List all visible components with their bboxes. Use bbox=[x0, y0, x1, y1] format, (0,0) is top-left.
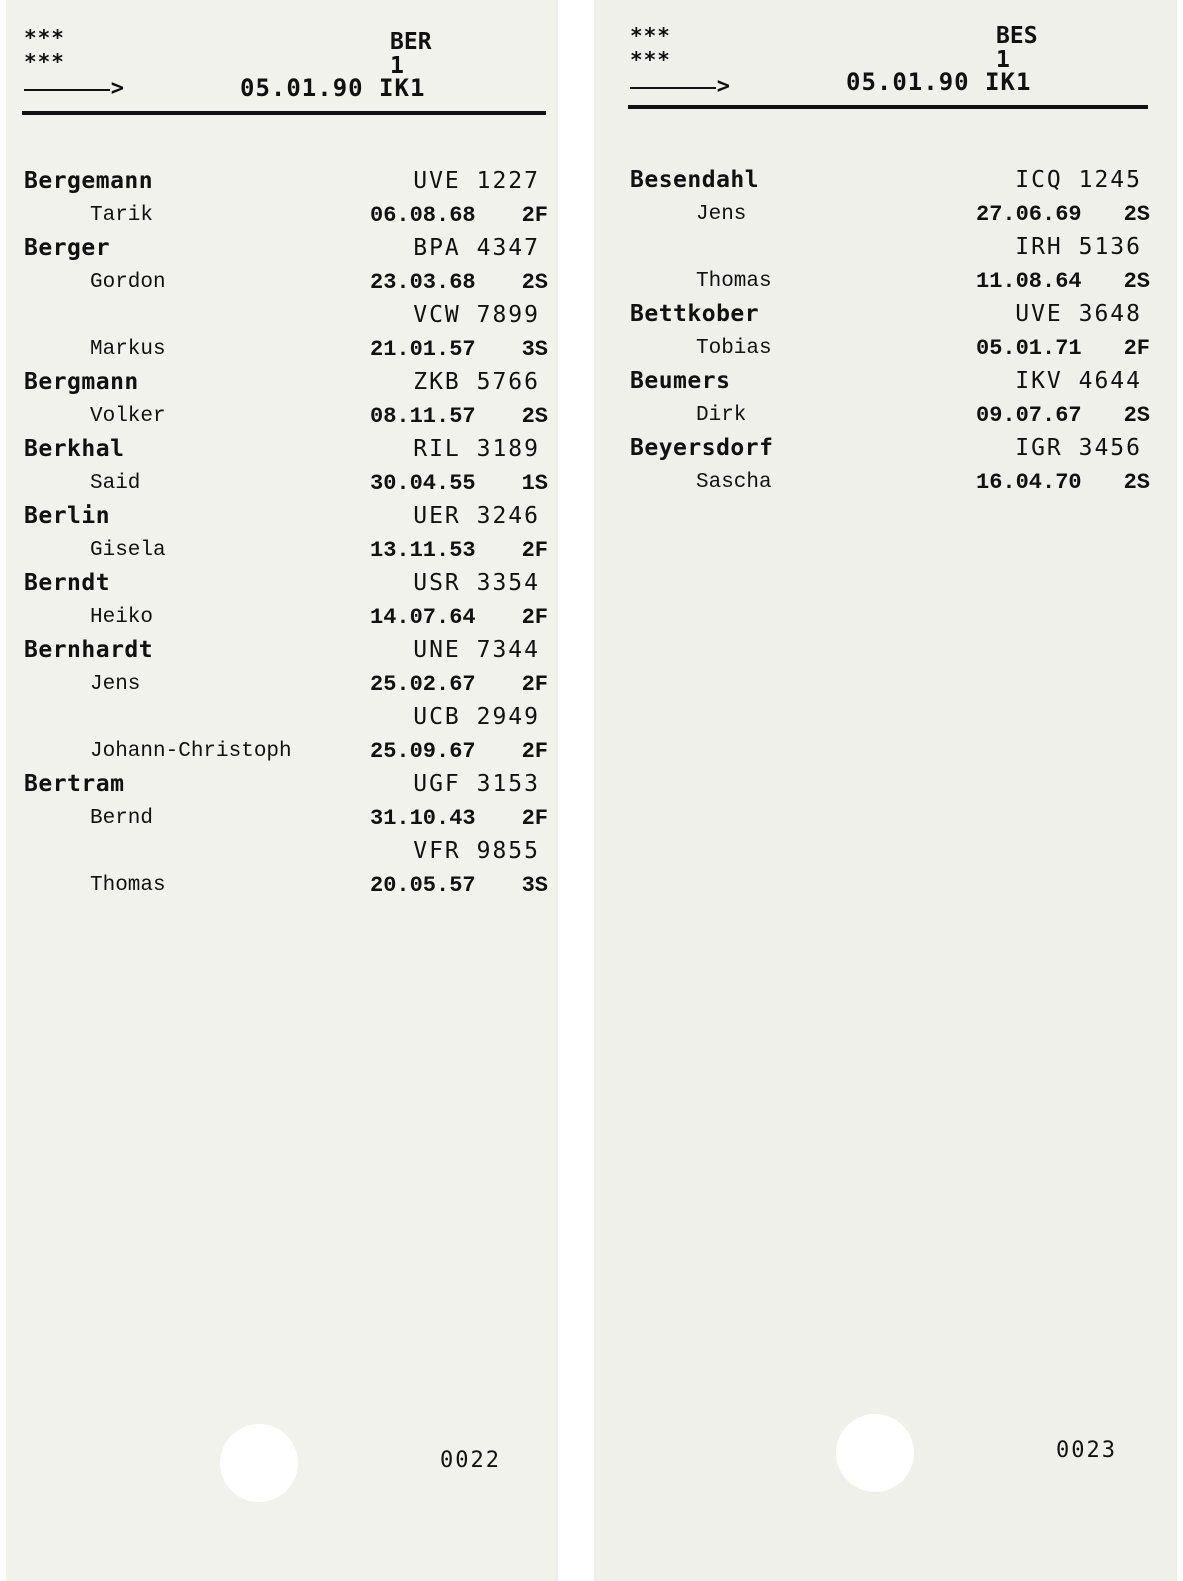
list-item: Heiko 14.07.64 2F bbox=[90, 604, 548, 630]
header-code: BES 1 bbox=[996, 23, 1038, 73]
punch-hole bbox=[836, 1414, 914, 1492]
list-item: Berndt USR 3354 bbox=[24, 570, 540, 596]
header-rule bbox=[628, 105, 1148, 109]
list-item: Beyersdorf IGR 3456 bbox=[630, 435, 1142, 461]
right-printout-sheet bbox=[594, 0, 1177, 1581]
list-item: Bertram UGF 3153 bbox=[24, 771, 540, 797]
left-printout-sheet bbox=[6, 0, 558, 1581]
list-item: Sascha 16.04.70 2S bbox=[696, 469, 1150, 495]
list-item: Jens 27.06.69 2S bbox=[696, 201, 1150, 227]
arrow-right-icon: > bbox=[630, 78, 730, 98]
list-item: Tobias 05.01.71 2F bbox=[696, 335, 1150, 361]
list-item: Bettkober UVE 3648 bbox=[630, 301, 1142, 327]
list-item: Gisela 13.11.53 2F bbox=[90, 537, 548, 563]
page-number: 0023 bbox=[1056, 1438, 1117, 1463]
list-item: UCB 2949 bbox=[413, 704, 540, 730]
header-code: BER 1 bbox=[390, 29, 432, 79]
print-date-line: 05.01.90 IK1 bbox=[240, 74, 426, 102]
header-rule bbox=[22, 111, 546, 115]
list-item: VCW 7899 bbox=[413, 302, 540, 328]
list-item: Johann-Christoph 25.09.67 2F bbox=[90, 738, 548, 764]
list-item: Dirk 09.07.67 2S bbox=[696, 402, 1150, 428]
arrow-right-icon: > bbox=[24, 80, 124, 100]
punch-hole bbox=[220, 1424, 298, 1502]
list-item: Bergmann ZKB 5766 bbox=[24, 369, 540, 395]
list-item: Bernd 31.10.43 2F bbox=[90, 805, 548, 831]
list-item: Bergemann UVE 1227 bbox=[24, 168, 540, 194]
header-stars: *** *** bbox=[24, 26, 65, 74]
list-item: VFR 9855 bbox=[413, 838, 540, 864]
list-item: Markus 21.01.57 3S bbox=[90, 336, 548, 362]
entry-list bbox=[24, 165, 548, 902]
list-item: Volker 08.11.57 2S bbox=[90, 403, 548, 429]
list-item: Besendahl ICQ 1245 bbox=[630, 167, 1142, 193]
entry-list bbox=[630, 164, 1150, 499]
list-item: Berlin UER 3246 bbox=[24, 503, 540, 529]
list-item: Jens 25.02.67 2F bbox=[90, 671, 548, 697]
print-date-line: 05.01.90 IK1 bbox=[846, 68, 1032, 96]
list-item: Gordon 23.03.68 2S bbox=[90, 269, 548, 295]
list-item: Said 30.04.55 1S bbox=[90, 470, 548, 496]
list-item: Thomas 11.08.64 2S bbox=[696, 268, 1150, 294]
list-item: IRH 5136 bbox=[1015, 234, 1142, 260]
list-item: Beumers IKV 4644 bbox=[630, 368, 1142, 394]
list-item: Berkhal RIL 3189 bbox=[24, 436, 540, 462]
list-item: Bernhardt UNE 7344 bbox=[24, 637, 540, 663]
page-number: 0022 bbox=[440, 1448, 501, 1473]
header-stars: *** *** bbox=[630, 24, 671, 72]
list-item: Berger BPA 4347 bbox=[24, 235, 540, 261]
list-item: Thomas 20.05.57 3S bbox=[90, 872, 548, 898]
list-item: Tarik 06.08.68 2F bbox=[90, 202, 548, 228]
